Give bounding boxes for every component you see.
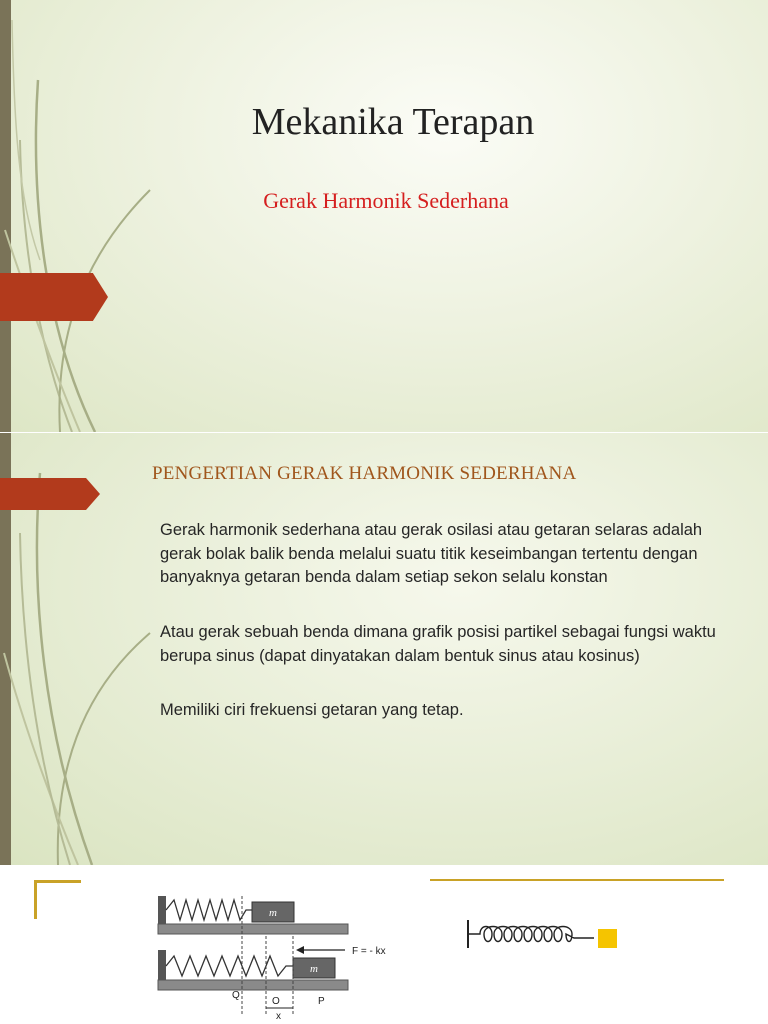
- floor-bottom: [158, 980, 348, 990]
- point-o-label: O: [272, 996, 280, 1007]
- force-arrowhead: [296, 946, 304, 954]
- presentation-title: Mekanika Terapan: [251, 101, 535, 143]
- spring-mass-diagram: [130, 876, 430, 1024]
- sine-paragraph: Atau gerak sebuah benda dimana grafik posisi partikel sebagai fungsi waktu berupa sinus (dapat dinyatakan dalam bentuk sinus atau kosinus): [160, 623, 716, 665]
- point-q-label: Q: [232, 990, 240, 1001]
- yellow-mass: [598, 929, 617, 948]
- frequency-paragraph: Memiliki ciri frekuensi getaran yang tetap.: [160, 701, 464, 719]
- mass-label-bottom: m: [310, 963, 318, 975]
- decorative-stems: [0, 0, 220, 432]
- spring-top: [166, 900, 252, 920]
- definition-slide: [0, 433, 768, 865]
- force-label: F = - kx: [352, 946, 386, 957]
- diagram-slide: [0, 866, 768, 1024]
- gold-rule: [430, 879, 724, 881]
- title-accent-tab: [0, 273, 108, 321]
- wall-top: [158, 896, 166, 928]
- section-accent-tab: [0, 478, 100, 510]
- simple-spring-diagram: [462, 916, 642, 956]
- displacement-label: x: [276, 1011, 281, 1022]
- corner-bracket: [34, 880, 81, 919]
- mass-label-top: m: [269, 907, 277, 919]
- section-heading: PENGERTIAN GERAK HARMONIK SEDERHANA: [152, 463, 577, 484]
- definition-paragraph: Gerak harmonik sederhana atau gerak osilasi atau getaran selaras adalah gerak bolak balik benda melalui suatu titik keseimbangan tertentu dengan banyaknya getaran benda dalam setiap sekon selalu konstan: [160, 521, 703, 586]
- wall-bottom: [158, 950, 166, 984]
- spring-bottom: [166, 956, 293, 976]
- floor-top: [158, 924, 348, 934]
- point-p-label: P: [318, 996, 325, 1007]
- title-slide: [0, 0, 768, 432]
- presentation-subtitle: Gerak Harmonik Sederhana: [263, 188, 509, 213]
- coil-spring: [468, 927, 594, 942]
